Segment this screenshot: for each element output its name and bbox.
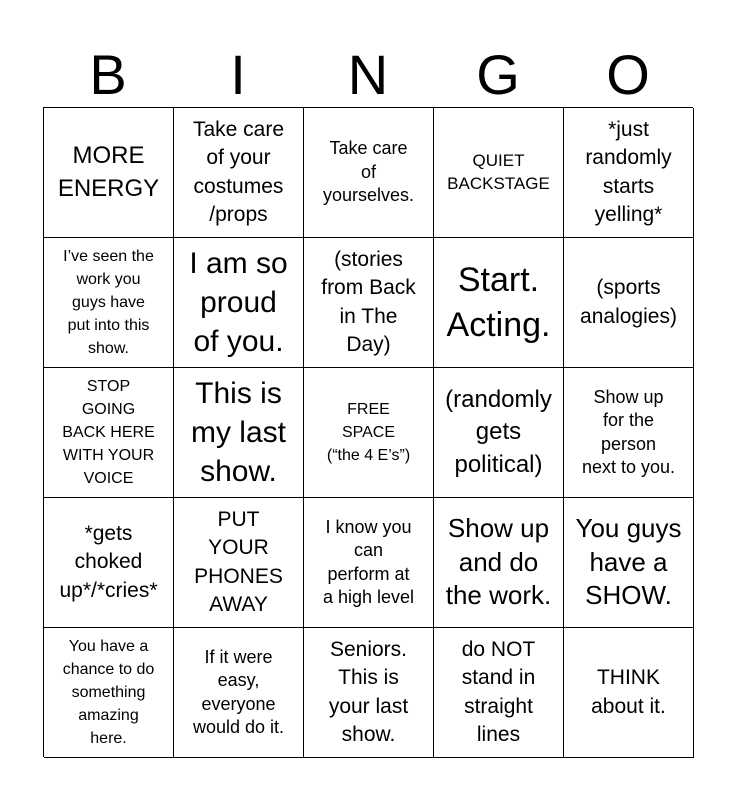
cell-text: MORE ENERGY: [57, 142, 160, 202]
header-letter-o: O: [606, 43, 650, 106]
bingo-cell[interactable]: [44, 238, 174, 368]
cell-text: do NOT stand in straight lines: [461, 637, 536, 746]
cell-text: PUT YOUR PHONES AWAY: [194, 507, 283, 616]
bingo-cell[interactable]: [44, 108, 174, 238]
bingo-cell[interactable]: [174, 498, 304, 628]
cell-text: THINK about it.: [591, 666, 666, 718]
bingo-cell[interactable]: [434, 498, 564, 628]
header-letter-i: I: [230, 43, 246, 106]
header-letter-g: G: [476, 43, 520, 106]
cell-text: Take care of yourselves.: [322, 138, 415, 206]
bingo-cell[interactable]: [304, 628, 434, 758]
bingo-cell-free-space[interactable]: [304, 368, 434, 498]
bingo-cell[interactable]: [304, 498, 434, 628]
bingo-cell[interactable]: [44, 498, 174, 628]
cell-text: (stories from Back in The Day): [321, 247, 416, 356]
cell-text: QUIET BACKSTAGE: [447, 150, 550, 193]
cell-text: FREE SPACE (“the 4 E’s”): [326, 400, 411, 465]
bingo-cell[interactable]: [564, 238, 694, 368]
cell-text: Seniors. This is your last show.: [328, 637, 409, 746]
cell-text: *gets choked up*/*cries*: [59, 521, 158, 602]
bingo-cell[interactable]: [434, 628, 564, 758]
bingo-cell[interactable]: [304, 108, 434, 238]
bingo-cell[interactable]: [564, 108, 694, 238]
bingo-cell[interactable]: [174, 628, 304, 758]
bingo-cell[interactable]: [564, 498, 694, 628]
cell-text: Show up and do the work.: [445, 512, 552, 611]
bingo-header: [43, 44, 693, 106]
bingo-cell[interactable]: [564, 628, 694, 758]
bingo-cell[interactable]: [434, 238, 564, 368]
bingo-cell[interactable]: [174, 108, 304, 238]
cell-text: Start. Acting.: [446, 261, 551, 344]
cell-text: If it were easy, everyone would do it.: [192, 646, 285, 737]
bingo-cell[interactable]: [564, 368, 694, 498]
cell-text: *just randomly starts yelling*: [585, 117, 672, 226]
cell-text: Show up for the person next to you.: [581, 386, 676, 477]
cell-text: I’ve seen the work you guys have put into this show.: [63, 247, 154, 358]
bingo-cell[interactable]: [434, 108, 564, 238]
cell-text: You have a chance to do something amazing here.: [62, 637, 155, 748]
cell-text: (sports analogies): [580, 276, 677, 328]
cell-text: I am so proud of you.: [189, 247, 288, 358]
bingo-cell[interactable]: [44, 368, 174, 498]
cell-text: You guys have a SHOW.: [575, 512, 682, 611]
bingo-cell[interactable]: [434, 368, 564, 498]
header-letter-b: B: [89, 43, 127, 106]
cell-text: STOP GOING BACK HERE WITH YOUR VOICE: [62, 377, 155, 488]
bingo-cell[interactable]: [174, 238, 304, 368]
cell-text: This is my last show.: [190, 377, 286, 488]
bingo-cell[interactable]: [44, 628, 174, 758]
header-letter-n: N: [347, 43, 389, 106]
bingo-cell[interactable]: [174, 368, 304, 498]
cell-text: I know you can perform at a high level: [322, 516, 415, 607]
bingo-cell[interactable]: [304, 238, 434, 368]
cell-text: (randomly gets political): [445, 385, 552, 478]
bingo-card-grid: [43, 107, 693, 757]
cell-text: Take care of your costumes /props: [192, 117, 285, 226]
